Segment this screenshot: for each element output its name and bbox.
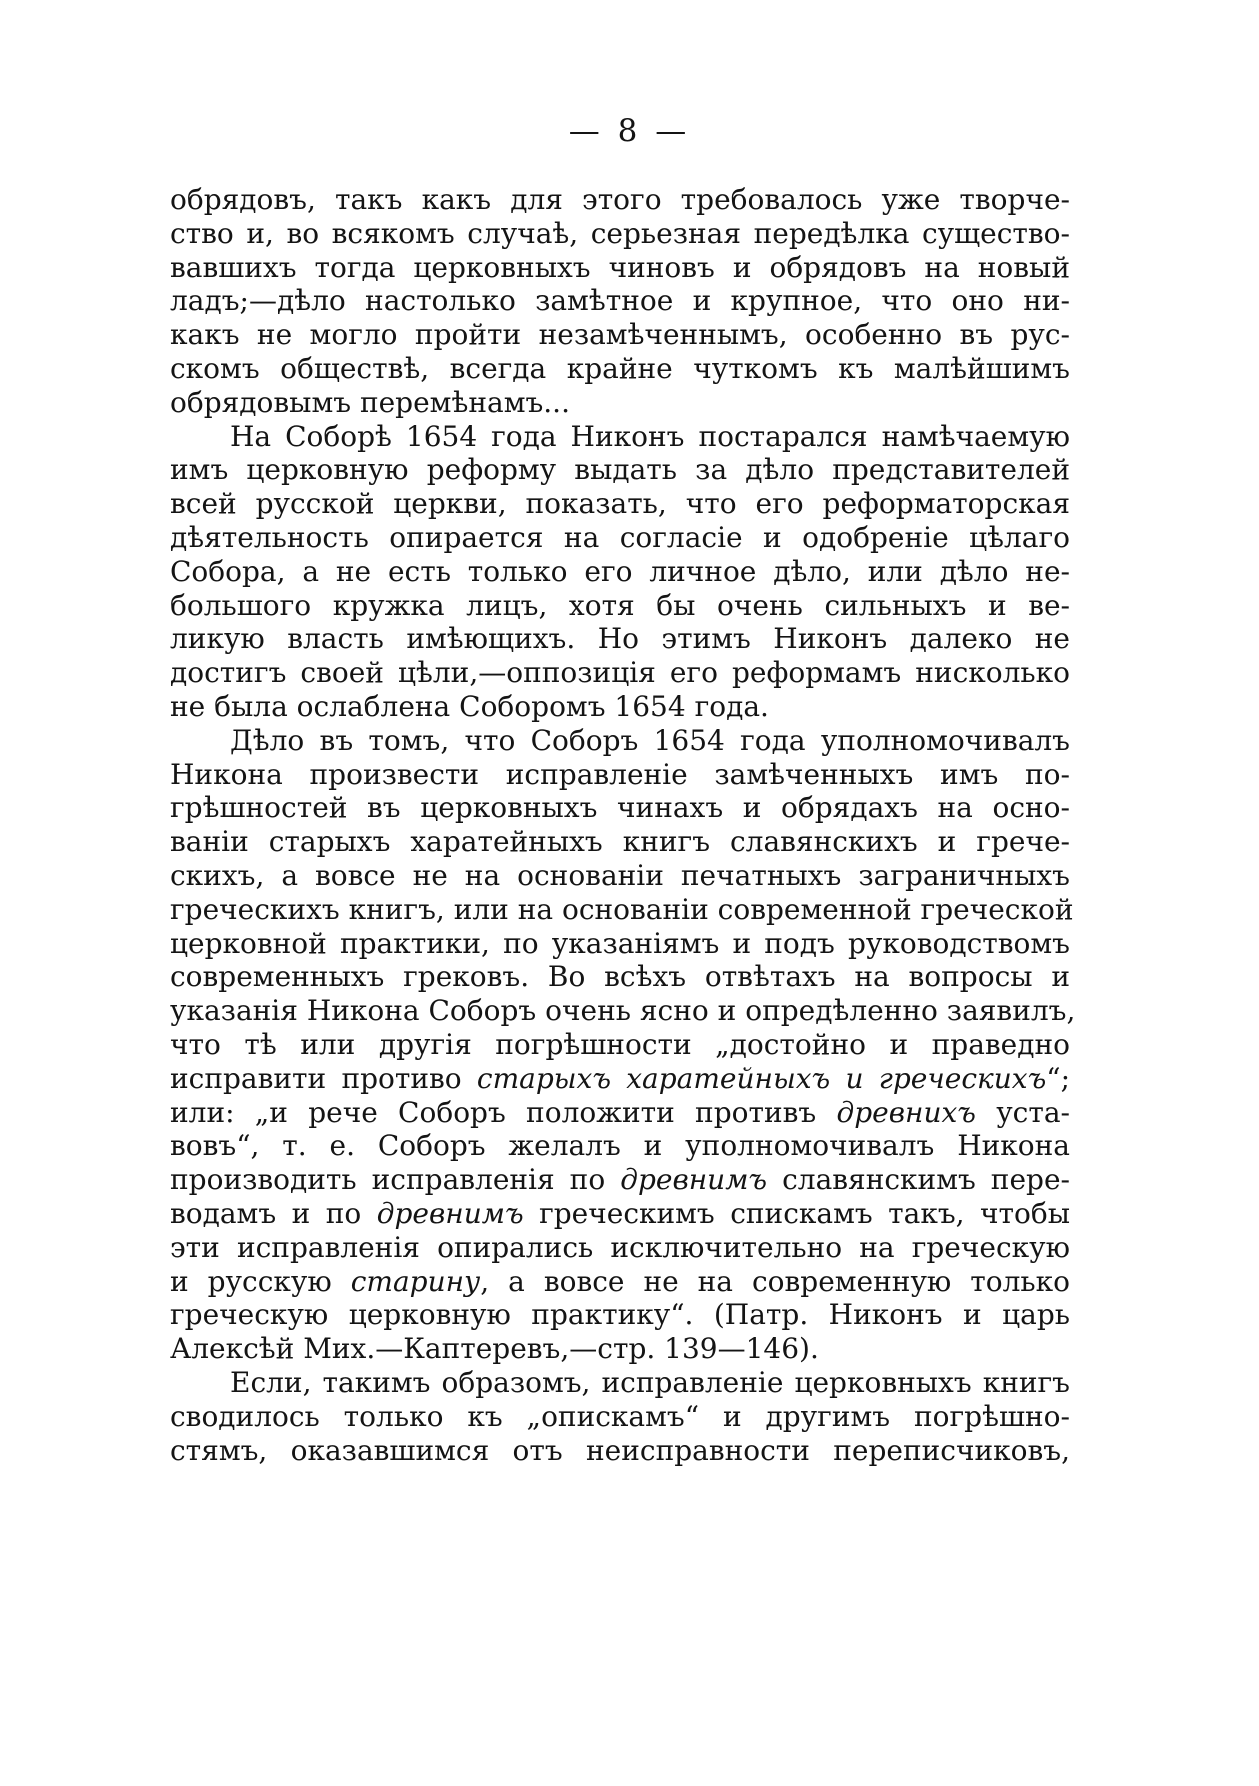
text-segment: большого кружка лицъ, хотя бы очень сильныхъ и ве- xyxy=(170,588,1070,622)
text-segment: ладъ;—дѣло настолько замѣтное и крупное, что оно ни- xyxy=(170,284,1070,318)
text-segment: церковной практики, по указаніямъ и подъ руководствомъ xyxy=(170,926,1070,960)
text-line xyxy=(170,791,1070,825)
text-segment: вавшихъ тогда церковныхъ чиновъ и обрядовъ на новый xyxy=(170,250,1070,284)
text-line xyxy=(170,656,1070,690)
text-segment: Дѣло въ томъ, что Соборъ 1654 года уполномочивалъ xyxy=(230,723,1070,757)
text-line xyxy=(170,1096,1070,1130)
text-segment: греческимъ спискамъ такъ, чтобы xyxy=(523,1197,1071,1230)
text-segment: ликую власть имѣющихъ. Но этимъ Никонъ далеко не xyxy=(170,622,1070,656)
text-segment: уста- xyxy=(975,1095,1070,1129)
italic-text-segment: старыхъ харатейныхъ и греческихъ xyxy=(476,1061,1047,1095)
text-segment: скомъ обществѣ, всегда крайне чуткомъ къ малѣйшимъ xyxy=(170,352,1070,385)
text-segment: греческую церковную практику“. (Патр. Никонъ и царь xyxy=(170,1298,1070,1332)
text-segment: современныхъ грековъ. Во всѣхъ отвѣтахъ на вопросы и xyxy=(170,960,1070,994)
text-segment: “; xyxy=(1046,1061,1070,1095)
text-segment: имъ церковную реформу выдать за дѣло представителей xyxy=(170,453,1070,487)
text-line xyxy=(170,521,1070,555)
text-line xyxy=(170,1265,1070,1299)
italic-text-segment: древнимъ xyxy=(376,1197,524,1230)
text-line xyxy=(170,1028,1070,1062)
text-line xyxy=(170,1400,1070,1434)
text-segment: достигъ своей цѣли,—оппозиція его реформамъ нисколько xyxy=(170,656,1070,690)
text-segment: какъ не могло пройти незамѣченнымъ, особенно въ рус- xyxy=(170,318,1070,352)
text-line xyxy=(170,386,1070,420)
text-line xyxy=(170,251,1070,285)
italic-text-segment: старину xyxy=(350,1264,481,1298)
text-segment: что тѣ или другія погрѣшности „достойно и праведно xyxy=(170,1028,1070,1061)
text-segment: производить исправленія по xyxy=(170,1163,621,1197)
text-segment: , а вовсе не на современную только xyxy=(480,1264,1070,1298)
text-line xyxy=(170,318,1070,352)
text-line xyxy=(170,1332,1070,1366)
text-segment: дѣятельность опирается на согласіе и одобреніе цѣлаго xyxy=(170,521,1070,554)
text-line xyxy=(170,758,1070,792)
text-line xyxy=(170,420,1070,454)
text-segment: славянскимъ пере- xyxy=(767,1163,1070,1197)
text-segment: и русскую xyxy=(170,1264,351,1298)
text-line xyxy=(170,724,1070,758)
page-number: — 8 — xyxy=(568,113,691,149)
text-segment: ство и, во всякомъ случаѣ, серьезная передѣлка существо- xyxy=(170,216,1070,250)
text-segment: обрядовымъ перемѣнамъ... xyxy=(170,385,570,419)
text-segment: грѣшностей въ церковныхъ чинахъ и обрядахъ на осно- xyxy=(170,791,1070,825)
text-segment: стямъ, оказавшимся отъ неисправности переписчиковъ, xyxy=(170,1433,1070,1467)
text-line xyxy=(170,284,1070,318)
text-segment: не была ослаблена Соборомъ 1654 года. xyxy=(170,690,769,723)
text-segment: Если, такимъ образомъ, исправленіе церковныхъ книгъ xyxy=(230,1366,1070,1399)
text-line xyxy=(170,217,1070,251)
text-segment: греческихъ книгъ, или на основаніи современной греческой xyxy=(170,892,1074,926)
text-line xyxy=(170,1298,1070,1332)
text-segment: ваніи старыхъ харатейныхъ книгъ славянскихъ и грече- xyxy=(170,825,1070,859)
text-line xyxy=(170,825,1070,859)
text-segment: вовъ“, т. е. Соборъ желалъ и уполномочивалъ Никона xyxy=(170,1129,1070,1163)
text-line xyxy=(170,892,1074,927)
text-segment: обрядовъ, такъ какъ для этого требовалось уже творче- xyxy=(170,183,1070,216)
text-line xyxy=(170,183,1070,217)
text-line xyxy=(170,1197,1070,1231)
text-line xyxy=(170,1163,1070,1197)
text-segment: скихъ, а вовсе не на основаніи печатныхъ заграничныхъ xyxy=(170,859,1070,892)
text-line xyxy=(170,453,1070,487)
text-line xyxy=(170,690,1070,724)
text-line xyxy=(170,622,1070,656)
italic-text-segment: древнихъ xyxy=(836,1095,976,1129)
text-segment: эти исправленія опирались исключительно на греческую xyxy=(170,1230,1070,1264)
italic-text-segment: древнимъ xyxy=(620,1163,768,1197)
text-line xyxy=(170,994,1076,1028)
text-line xyxy=(170,960,1070,994)
text-line xyxy=(170,859,1070,893)
text-line xyxy=(170,487,1070,521)
text-segment: Алексѣй Мих.—Каптеревъ,—стр. 139—146). xyxy=(170,1332,819,1366)
text-line xyxy=(170,352,1070,386)
text-segment: указанія Никона Соборъ очень ясно и опредѣленно заявилъ, xyxy=(170,994,1076,1028)
text-line xyxy=(170,1231,1070,1265)
text-segment: исправити противо xyxy=(170,1061,477,1095)
text-line xyxy=(170,555,1070,589)
text-segment: или: „и рече Соборъ положити противъ xyxy=(170,1095,837,1129)
text-line xyxy=(170,1129,1070,1163)
text-segment: всей русской церкви, показать, что его реформаторская xyxy=(170,487,1070,521)
text-segment: На Соборѣ 1654 года Никонъ постарался намѣчаемую xyxy=(230,419,1070,453)
text-line xyxy=(170,1434,1070,1468)
text-line xyxy=(170,589,1070,623)
text-segment: Собора, а не есть только его личное дѣло, или дѣло не- xyxy=(170,554,1070,588)
text-segment: сводилось только къ „опискамъ“ и другимъ погрѣшно- xyxy=(170,1399,1070,1433)
text-line xyxy=(170,1366,1070,1400)
text-line xyxy=(170,927,1070,961)
text-line xyxy=(170,1062,1070,1096)
text-segment: водамъ и по xyxy=(170,1197,377,1230)
text-segment: Никона произвести исправленіе замѣченныхъ имъ по- xyxy=(170,757,1070,791)
